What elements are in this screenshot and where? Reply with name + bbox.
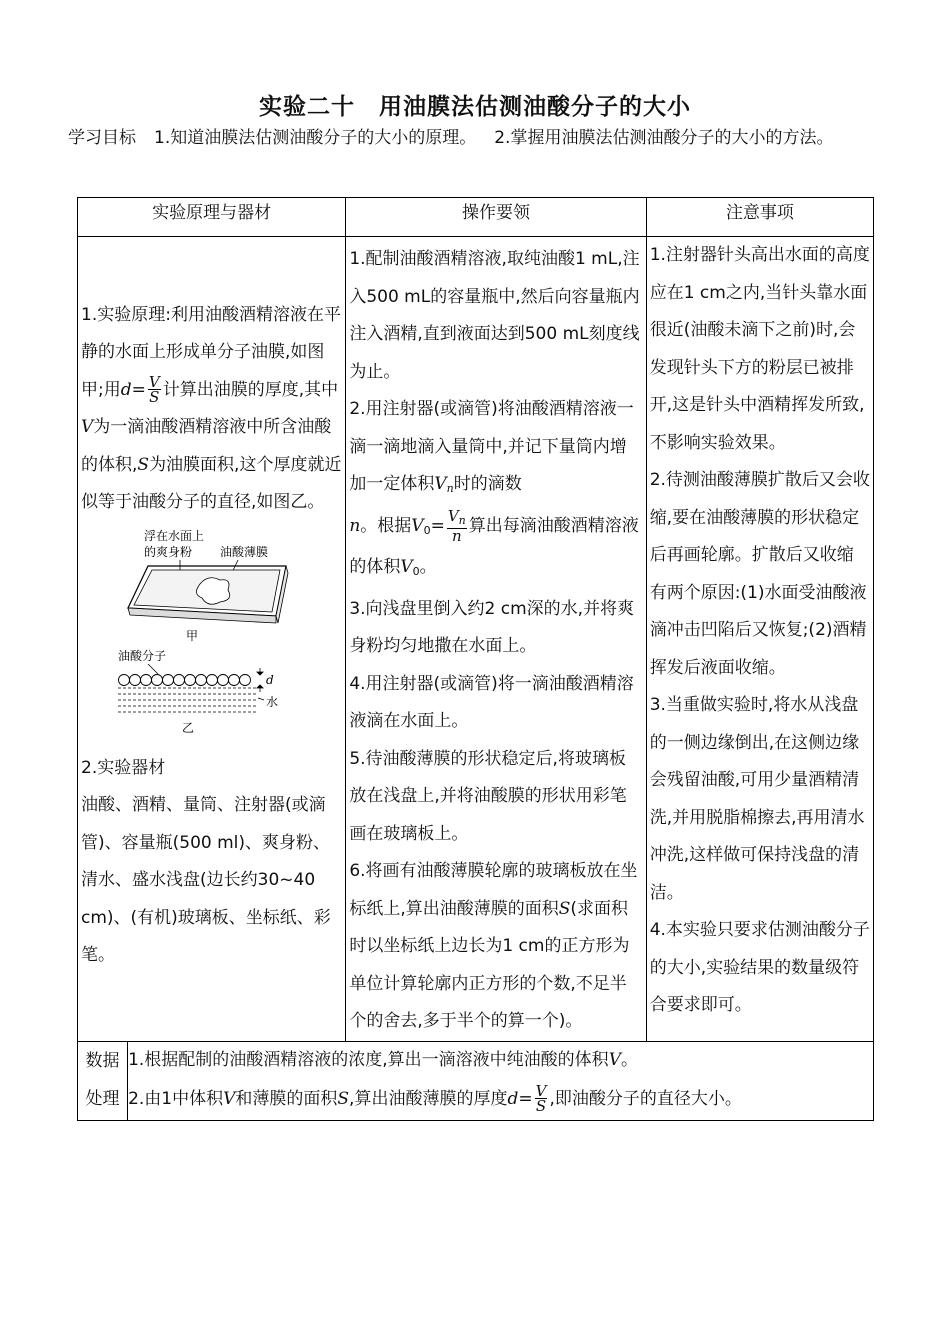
header-operation: 操作要领 [346, 198, 646, 237]
step-2-text-c: 。根据 [360, 515, 412, 536]
fraction-v-over-s [148, 373, 161, 407]
note-4: 4.本实验只要求估测油酸分子的大小,实验结果的数量级符合要求即可。 [649, 920, 870, 1015]
data-step-2-text-a: 2.由1中体积 [128, 1088, 224, 1109]
learning-goals [68, 120, 880, 156]
data-label-2: 处理 [85, 1088, 120, 1109]
principle-text-b: 计算出油膜的厚度,其中 [162, 379, 339, 400]
step-1: 1.配制油酸酒精溶液,取纯油酸1 mL,注入500 mL的容量瓶中,然后向容量瓶内注入酒精,直到液面达到500 mL刻度线为止。 [349, 249, 640, 382]
caption-b: 乙 [182, 720, 195, 735]
step-2 [349, 391, 642, 591]
principle-text-c: 为一滴油酸酒精溶液中所含油酸的体积, [81, 417, 332, 475]
frac2-num-v: V [447, 506, 459, 525]
goal-2: 2.掌握用油膜法估测油酸分子的大小的方法。 [494, 128, 834, 148]
notes-cell [646, 237, 873, 1042]
molecule-row-icon [119, 674, 251, 685]
step-2-end: 。 [419, 557, 437, 577]
data-processing-body [128, 1041, 874, 1120]
sub-0: 0 [423, 523, 431, 537]
step-3: 3.向浅盘里倒入约2 cm深的水,并将爽身粉均匀地撒在水面上。 [349, 598, 635, 656]
operation-cell [346, 237, 646, 1042]
principle-text-e: 为油膜面积,这个厚度就近似等于油酸分子的直径,如图乙。 [81, 454, 342, 513]
data-step-2-text-b: 和薄膜的面积 [235, 1088, 338, 1109]
principle-cell [78, 237, 346, 1042]
data-step-2 [128, 1078, 873, 1120]
caption-a: 甲 [186, 628, 199, 643]
data-var-d: d [507, 1088, 519, 1109]
data-step-1-end: 。 [620, 1049, 638, 1070]
principle-text-a: 1.实验原理:利用油酸酒精溶液在平静的水面上形成单分子油膜,如图甲;用 [81, 304, 341, 400]
var-v0: V [411, 515, 424, 536]
data-processing-row [78, 1041, 874, 1120]
frac-den: S [149, 388, 160, 407]
data-var-v: V [608, 1049, 621, 1070]
step-2-text-d: 算出每滴油酸酒精溶液的体积 [349, 515, 639, 577]
goals-label: 学习目标 [68, 128, 136, 148]
data-step-1-text: 1.根据配制的油酸酒精溶液的浓度,算出一滴溶液中纯油酸的体积 [128, 1049, 609, 1070]
header-principle: 实验原理与器材 [78, 198, 346, 237]
data-step-2-text-e: ,即油酸分子的直径大小。 [549, 1088, 742, 1109]
sub-n: n [446, 482, 454, 495]
data-label-1: 数据 [85, 1050, 120, 1071]
step-6-text-b: (求面积时以坐标纸上边长为1 cm的正方形为单位计算轮廓内正方形的个数,不足半个的舍去,多于半个的算一个)。 [349, 898, 630, 1031]
label-water: 水 [266, 694, 279, 709]
note-1: 1.注射器针头高出水面的高度应在1 cm之内,当针头靠水面很近(油酸未滴下之前)时,会发现针头下方的粉层已被排开,这是针头中酒精挥发所致,不影响实验效果。 [649, 245, 870, 453]
goal-1: 1.知道油膜法估测油酸分子的大小的原理。 [154, 128, 477, 148]
step-4: 4.用注射器(或滴管)将一滴油酸酒精溶液滴在水面上。 [349, 673, 634, 731]
label-powder-2: 的爽身粉 [144, 544, 193, 559]
frac2-num-sub: n [458, 513, 466, 527]
data-frac-num: V [535, 1082, 547, 1100]
data-step-2-text-c: ,算出油酸薄膜的厚度 [349, 1088, 508, 1109]
label-molecule: 油酸分子 [118, 648, 167, 663]
var-v0b: V [400, 557, 413, 577]
var-n: n [349, 515, 361, 536]
note-2: 2.待测油酸薄膜扩散后又会收缩,要在油酸薄膜的形状稳定后再画轮廓。扩散后又收缩有两个原因:(1)水面受油酸液滴冲击凹陷后又恢复;(2)酒精挥发后液面收缩。 [649, 470, 870, 678]
data-processing-label [78, 1041, 128, 1120]
var-v: V [81, 417, 94, 438]
experiment-table [77, 197, 874, 1121]
data-step-1 [128, 1042, 873, 1078]
page-title: 实验二十 用油膜法估测油酸分子的大小 [259, 94, 691, 120]
sub-0b: 0 [412, 565, 420, 578]
oil-film-diagram [108, 528, 308, 748]
data-var-v-2: V [223, 1088, 236, 1109]
step-6-text-a: 6.将画有油酸薄膜轮廓的玻璃板放在坐标纸上,算出油酸薄膜的面积 [349, 861, 638, 919]
thickness-arrow-icon [257, 668, 263, 692]
step-2-text-a: 2.用注射器(或滴管)将油酸酒精溶液一滴一滴地滴入量筒中,并记下量筒内增加一定体积 [349, 399, 634, 494]
fraction-vn-over-n [447, 506, 467, 545]
step-5: 5.待油酸薄膜的形状稳定后,将玻璃板放在浅盘上,并将油酸膜的形状用彩笔画在玻璃板上。 [349, 748, 627, 844]
label-d: d [266, 672, 274, 687]
data-var-s: S [337, 1088, 350, 1109]
label-film: 油酸薄膜 [220, 544, 269, 559]
frac-num: V [148, 373, 160, 392]
eq-sign: = [131, 379, 146, 400]
header-notes: 注意事项 [646, 198, 873, 237]
frac2-num [447, 506, 467, 529]
var-s-2: S [558, 898, 571, 919]
molecule-pointer [148, 664, 158, 674]
label-powder-1: 浮在水面上 [144, 528, 205, 543]
var-vn: V [434, 474, 447, 494]
table-body-row [78, 237, 874, 1042]
var-s: S [137, 454, 150, 475]
step-6 [349, 853, 642, 1041]
data-fraction-v-over-s [535, 1084, 548, 1113]
table-header-row [78, 198, 874, 237]
eq-sign-2: = [430, 515, 445, 536]
note-3: 3.当重做实验时,将水从浅盘的一侧边缘倒出,在这侧边缘会残留油酸,可用少量酒精清洗,并用脱脂棉擦去,再用清水冲洗,这样做可保持浅盘的清洁。 [649, 695, 865, 903]
frac2-den: n [451, 526, 462, 545]
equipment-list: 油酸、酒精、量筒、注射器(或滴管)、容量瓶(500 ml)、爽身粉、清水、盛水浅盘(边长约30~40 cm)、(有机)玻璃板、坐标纸、彩笔。 [81, 795, 331, 966]
tray-icon [128, 566, 288, 623]
step-2-text-b: 时的滴数 [453, 474, 522, 494]
water-pointer [258, 698, 264, 700]
data-frac-den: S [535, 1097, 547, 1115]
var-d: d [120, 379, 132, 400]
data-eq-sign: = [518, 1088, 533, 1109]
equipment-title: 2.实验器材 [81, 757, 166, 778]
water-lines-icon [118, 688, 256, 712]
